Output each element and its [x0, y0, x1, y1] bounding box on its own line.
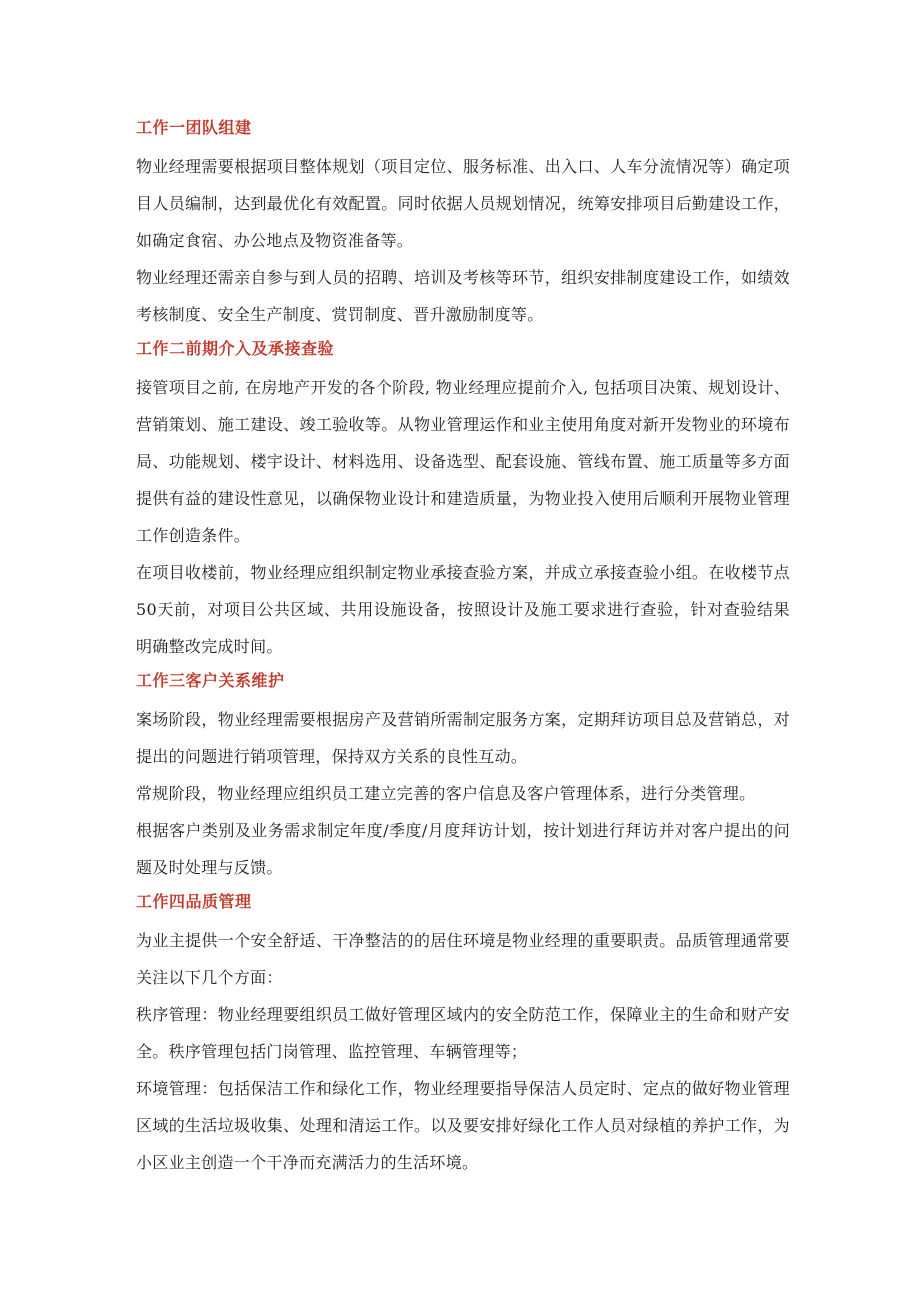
paragraph: 秩序管理：物业经理要组织员工做好管理区域内的安全防范工作，保障业主的生命和财产安全。秩序管理包括门岗管理、监控管理、车辆管理等； — [136, 1005, 790, 1061]
section-quality-management — [136, 888, 790, 1181]
paragraph: 物业经理还需亲自参与到人员的招聘、培训及考核等环节，组织安排制度建设工作，如绩效考核制度、安全生产制度、赏罚制度、晋升激励制度等。 — [136, 268, 790, 324]
paragraph: 物业经理需要根据项目整体规划（项目定位、服务标准、出入口、人车分流情况等）确定项目人员编制，达到最优化有效配置。同时依据人员规划情况，统筹安排项目后勤建设工作，如确定食宿、办公地点及物资准备等。 — [136, 157, 790, 250]
section-customer-relations — [136, 667, 790, 886]
paragraph: 常规阶段，物业经理应组织员工建立完善的客户信息及客户管理体系，进行分类管理。 — [136, 784, 756, 803]
section-early-intervention — [136, 335, 790, 665]
paragraph: 在项目收楼前，物业经理应组织制定物业承接查验方案，并成立承接查验小组。在收楼节点50天前，对项目公共区域、共用设施设备，按照设计及施工要求进行查验，针对查验结果明确整改完成时间。 — [136, 563, 790, 656]
section-heading: 工作三客户关系维护 — [136, 671, 285, 690]
section-heading: 工作四品质管理 — [136, 892, 252, 911]
paragraph: 接管项目之前, 在房地产开发的各个阶段, 物业经理应提前介入, 包括项目决策、规划设计、营销策划、施工建设、竣工验收等。从物业管理运作和业主使用角度对新开发物业的环境布局、功能规划、楼宇设计、材料选用、设备选型、配套设施、管线布置、施工质量等多方面提供有益的建设性意见，以确保物业设计和建造质量，为物业投入使用后顺利开展物业管理工作创造条件。 — [136, 378, 790, 545]
paragraph: 环境管理：包括保洁工作和绿化工作，物业经理要指导保洁人员定时、定点的做好物业管理区域的生活垃圾收集、处理和清运工作。以及要安排好绿化工作人员对绿植的养护工作，为小区业主创造一个干净而充满活力的生活环境。 — [136, 1079, 790, 1172]
document-body — [136, 114, 790, 1181]
paragraph: 根据客户类别及业务需求制定年度/季度/月度拜访计划，按计划进行拜访并对客户提出的问题及时处理与反馈。 — [136, 821, 790, 877]
paragraph: 为业主提供一个安全舒适、干净整洁的的居住环境是物业经理的重要职责。品质管理通常要关注以下几个方面： — [136, 931, 790, 987]
section-team-building — [136, 114, 790, 333]
section-heading: 工作一团队组建 — [136, 118, 252, 137]
paragraph: 案场阶段，物业经理需要根据房产及营销所需制定服务方案，定期拜访项目总及营销总，对提出的问题进行销项管理，保持双方关系的良性互动。 — [136, 710, 790, 766]
section-heading: 工作二前期介入及承接查验 — [136, 339, 335, 358]
